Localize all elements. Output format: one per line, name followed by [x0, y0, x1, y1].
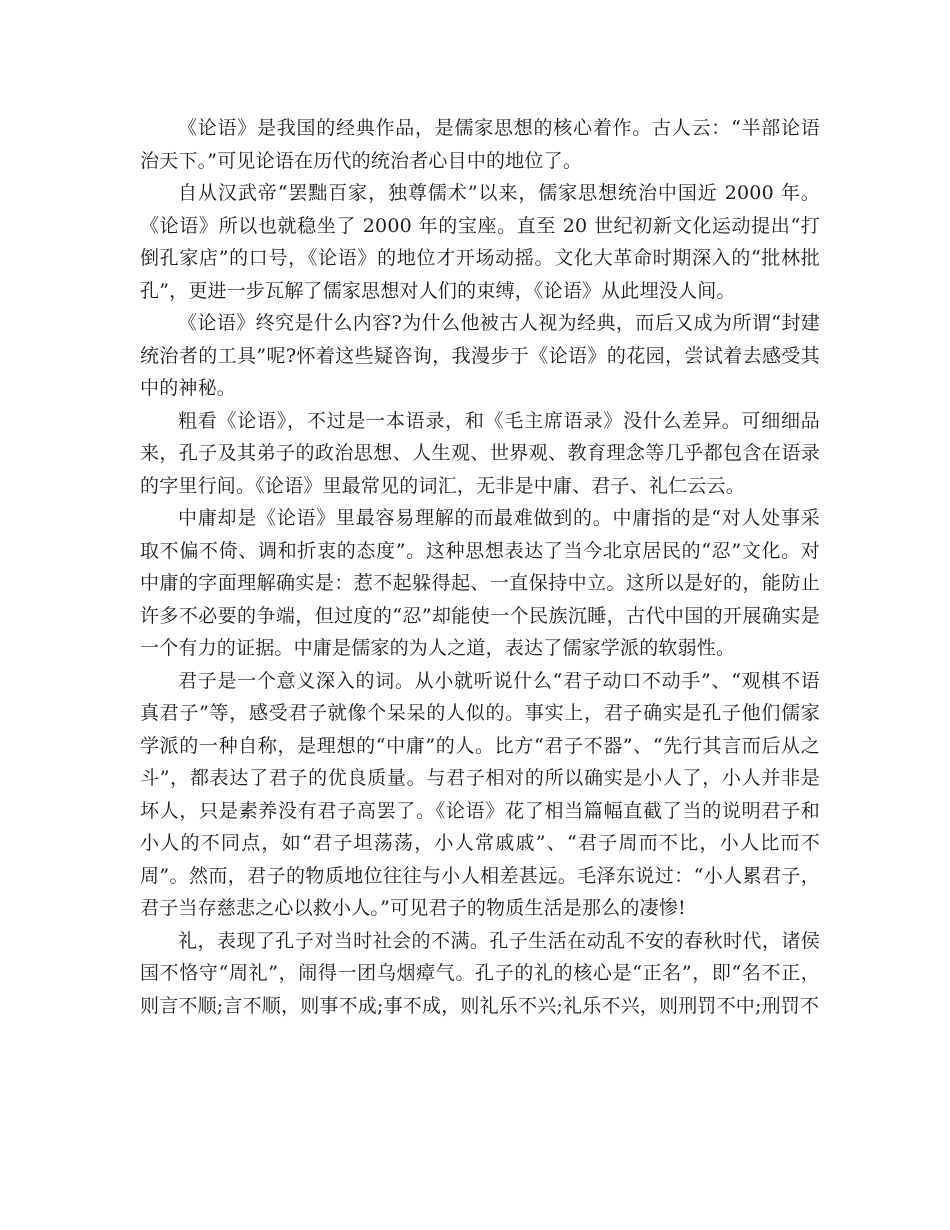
- document-body: [140, 112, 820, 1022]
- paragraph-6: 君子是一个意义深入的词。从小就听说什么“君子动口不动手”、“观棋不语真君子”等，感受君子就像个呆呆的人似的。事实上，君子确实是孔子他们儒家学派的一种自称，是理想的“中庸”的人。比方“君子不器”、“先行其言而后从之斗”，都表达了君子的优良质量。与君子相对的所以确实是小人了，小人并非是坏人，只是素养没有君子高罢了。《论语》花了相当篇幅直截了当的说明君子和小人的不同点，如“君子坦荡荡，小人常戚戚”、“君子周而不比，小人比而不周”。然而，君子的物质地位往往与小人相差甚远。毛泽东说过：“小人累君子，君子当存慈悲之心以救小人。”可见君子的物质生活是那么的凄惨!: [140, 669, 820, 919]
- paragraph-1: 《论语》是我国的经典作品，是儒家思想的核心着作。古人云：“半部论语治天下。”可见论语在历代的统治者心目中的地位了。: [140, 117, 820, 172]
- paragraph-4: 粗看《论语》，不过是一本语录，和《毛主席语录》没什么差异。可细细品来，孔子及其弟子的政治思想、人生观、世界观、教育理念等几乎都包含在语录的字里行间。《论语》里最常见的词汇，无非是中庸、君子、礼仁云云。: [140, 409, 820, 497]
- paragraph-3: 《论语》终究是什么内容?为什么他被古人视为经典，而后又成为所谓“封建统治者的工具”呢?怀着这些疑咨询，我漫步于《论语》的花园，尝试着去感受其中的神秘。: [140, 312, 820, 399]
- paragraph-7: 礼，表现了孔子对当时社会的不满。孔子生活在动乱不安的春秋时代，诸侯国不恪守“周礼”，闹得一团乌烟瘴气。孔子的礼的核心是“正名”，即“名不正，则言不顺;言不顺，则事不成;事不成，则礼乐不兴;礼乐不兴，则刑罚不中;刑罚不: [140, 929, 820, 1017]
- paragraph-2: 自从汉武帝“罢黜百家，独尊儒术”以来，儒家思想统治中国近 2000 年。《论语》所以也就稳坐了 2000 年的宝座。直至 20 世纪初新文化运动提出“打倒孔家店”的口号，《论语》的地位才开场动摇。文化大革命时期深入的“批林批孔”，更进一步瓦解了儒家思想对人们的束缚，《论语》从此埋没人间。: [140, 182, 820, 302]
- paragraph-5: 中庸却是《论语》里最容易理解的而最难做到的。中庸指的是“对人处事采取不偏不倚、调和折衷的态度”。这种思想表达了当今北京居民的“忍”文化。对中庸的字面理解确实是：惹不起躲得起、一直保持中立。这所以是好的，能防止许多不必要的争端，但过度的“忍”却能使一个民族沉睡，古代中国的开展确实是一个有力的证据。中庸是儒家的为人之道，表达了儒家学派的软弱性。: [140, 507, 820, 659]
